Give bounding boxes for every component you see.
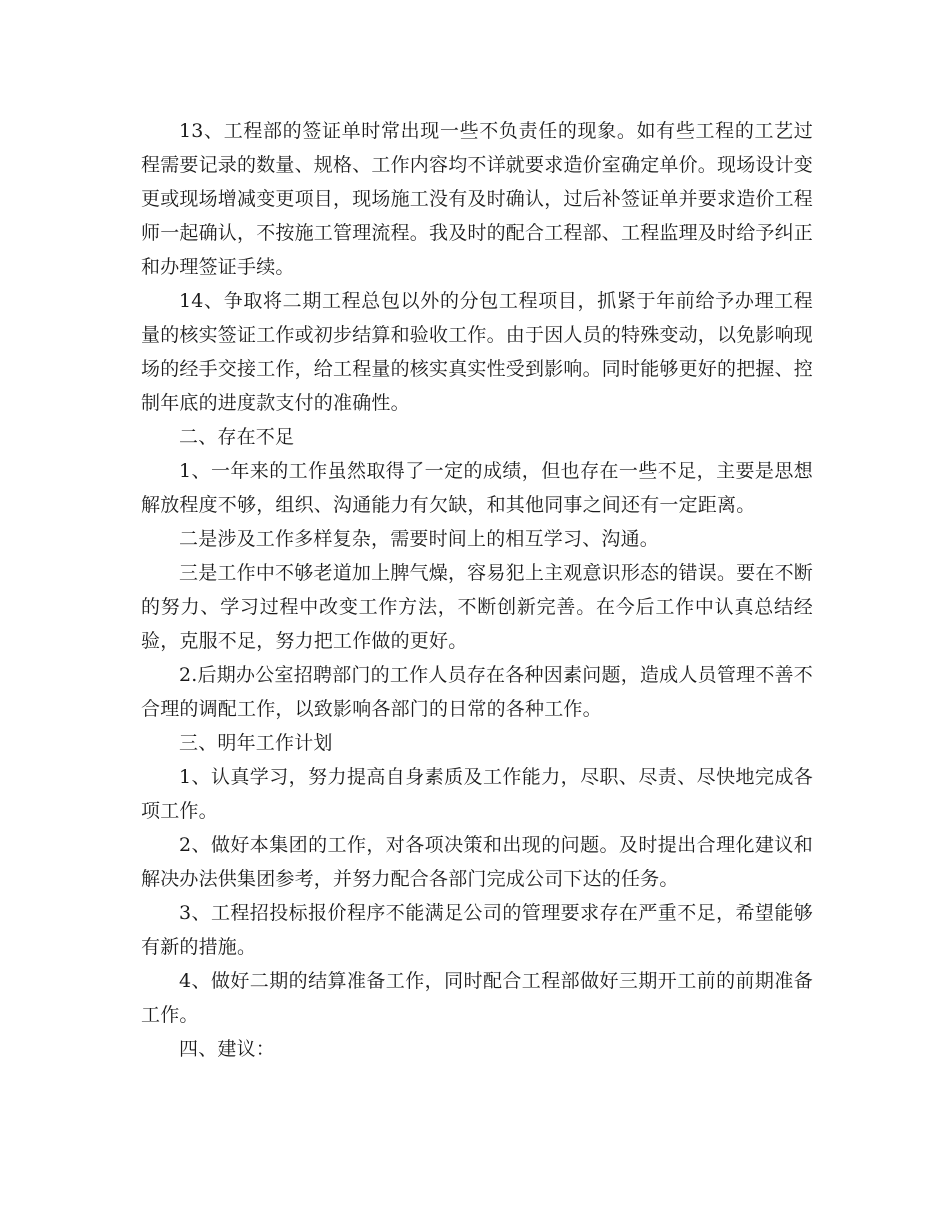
paragraph-plan-1: 1、认真学习，努力提高自身素质及工作能力，尽职、尽责、尽快地完成各项工作。 [141,766,813,822]
section-heading-shortcomings: 二、存在不足 [179,426,295,448]
paragraph-plan-2: 2、做好本集团的工作，对各项决策和出现的问题。及时提出合理化建议和解决办法供集团参考，并努力配合各部门完成公司下达的任务。 [141,834,813,890]
paragraph-item-13: 13、工程部的签证单时常出现一些不负责任的现象。如有些工程的工艺过程需要记录的数量、规格、工作内容均不详就要求造价室确定单价。现场设计变更或现场增减变更项目，现场施工没有及时确认，过后补签证单并要求造价工程师一起确认，不按施工管理流程。我及时的配合工程部、工程监理及时给予纠正和办理签证手续。 [141,120,814,278]
paragraph-shortcoming-staffing: 2.后期办公室招聘部门的工作人员存在各种因素问题，造成人员管理不善不合理的调配工作，以致影响各部门的日常的各种工作。 [141,664,813,720]
paragraph-plan-3: 3、工程招投标报价程序不能满足公司的管理要求存在严重不足，希望能够有新的措施。 [141,902,813,958]
section-heading-suggestions: 四、建议： [179,1038,276,1060]
document-body [141,114,813,1066]
paragraph-shortcoming-2: 二是涉及工作多样复杂，需要时间上的相互学习、沟通。 [179,528,660,550]
paragraph-plan-4: 4、做好二期的结算准备工作，同时配合工程部做好三期开工前的前期准备工作。 [141,970,813,1026]
section-heading-plan: 三、明年工作计划 [179,732,333,754]
paragraph-shortcoming-3: 三是工作中不够老道加上脾气燥，容易犯上主观意识形态的错误。要在不断的努力、学习过程中改变工作方法，不断创新完善。在今后工作中认真总结经验，克服不足，努力把工作做的更好。 [141,562,813,652]
paragraph-shortcoming-1: 1、一年来的工作虽然取得了一定的成绩，但也存在一些不足，主要是思想解放程度不够，组织、沟通能力有欠缺，和其他同事之间还有一定距离。 [141,460,813,516]
paragraph-item-14: 14、争取将二期工程总包以外的分包工程项目，抓紧于年前给予办理工程量的核实签证工作或初步结算和验收工作。由于因人员的特殊变动，以免影响现场的经手交接工作，给工程量的核实真实性受到影响。同时能够更好的把握、控制年底的进度款支付的准确性。 [141,290,814,414]
